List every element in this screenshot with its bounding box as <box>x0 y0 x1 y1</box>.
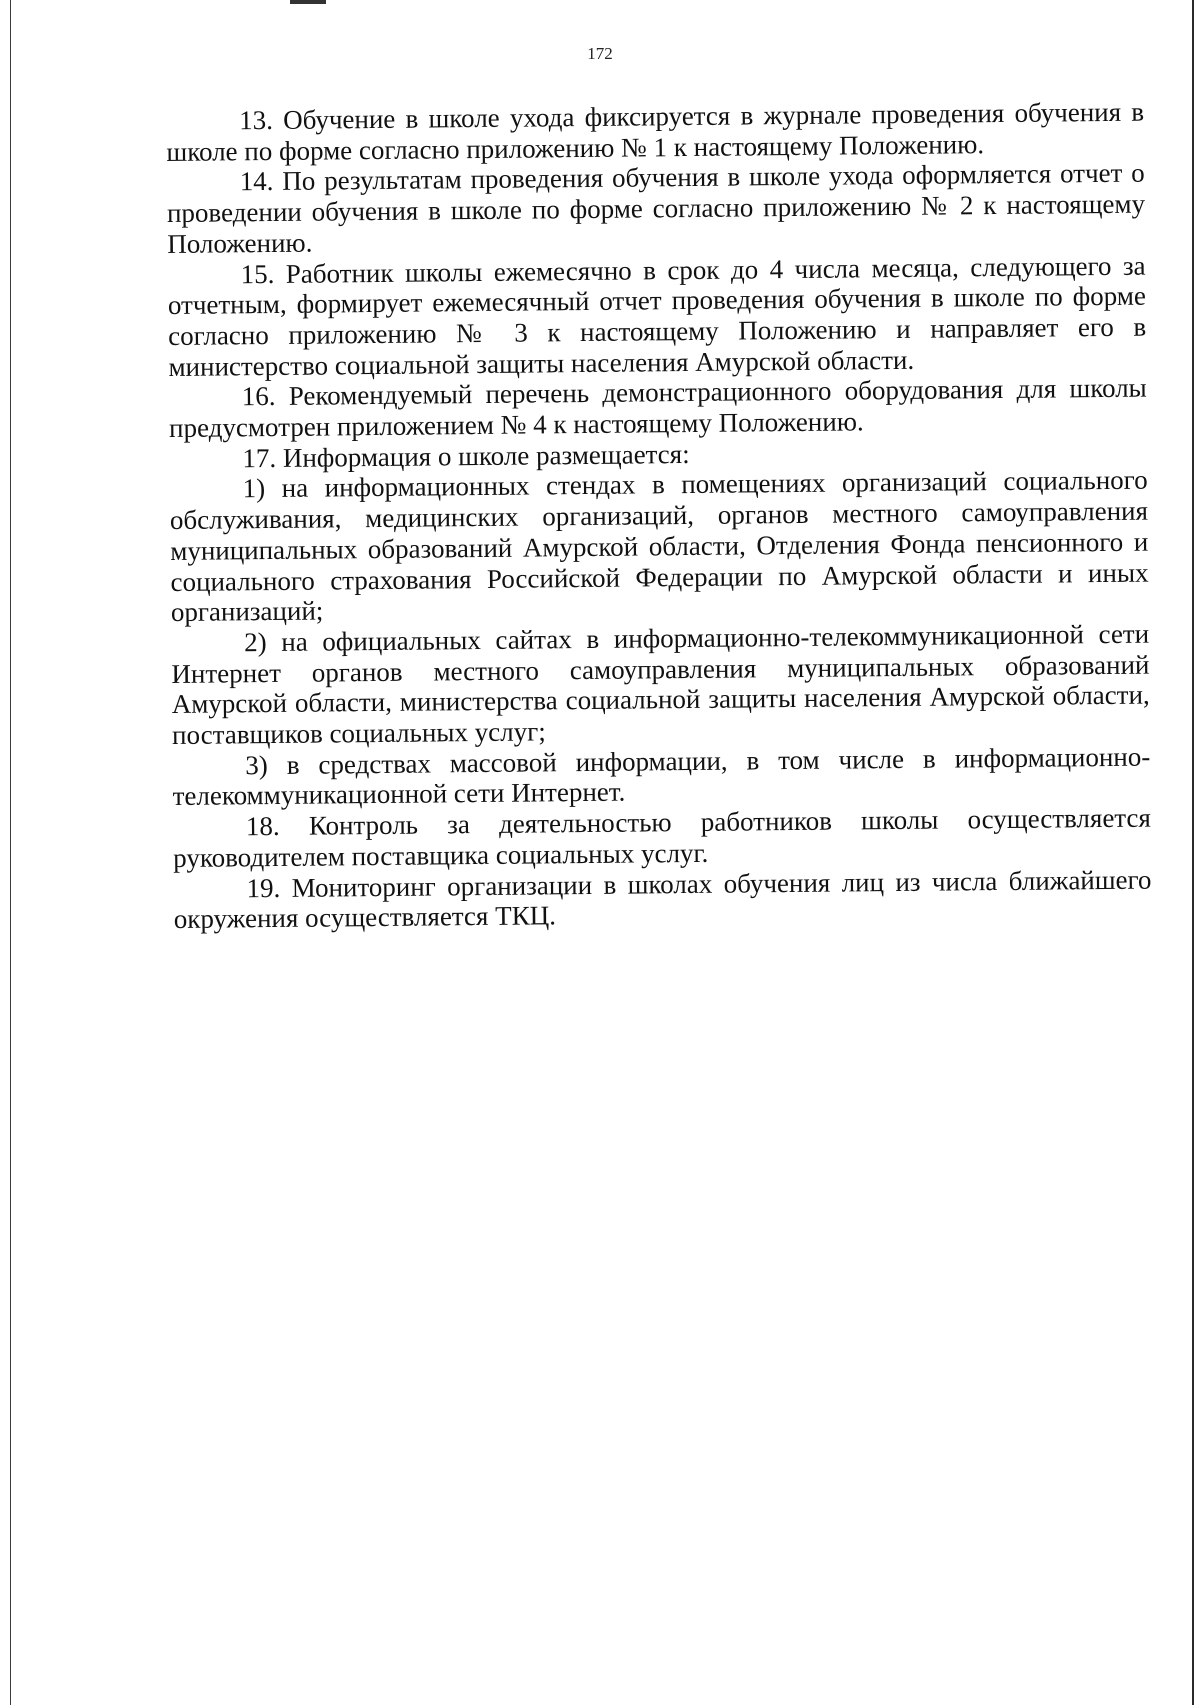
page-number: 172 <box>587 44 613 63</box>
paragraph-15: 15. Работник школы ежемесячно в срок до 4 числа месяца, следующего за отчетным, формирует ежемесячный отчет проведения обучения в школе по форме согласно приложению № 3 к настоящему Положению и направляет его в министерство социальной защиты населения Амурской области. <box>167 250 1147 382</box>
scan-edge-right <box>1192 0 1194 1705</box>
paragraph-16: 16. Рекомендуемый перечень демонстрационного оборудования для школы предусмотрен приложением № 4 к настоящему Положению. <box>168 372 1147 444</box>
list-item-2: 2) на официальных сайтах в информационно-телекоммуникационной сети Интернет органов местного самоуправления муниципальных образований Амурской области, министерства социальной защиты населения Амурской области, поставщиков социальных услуг; <box>171 618 1150 751</box>
scan-edge-left <box>10 0 11 1705</box>
paragraph-14: 14. По результатам проведения обучения в школе ухода оформляется отчет о проведении обучения в школе по форме согласно приложению № 2 к настоящему Положению. <box>166 158 1146 259</box>
paragraph-19: 19. Мониторинг организации в школах обучения лиц из числа ближайшего окружения осуществляется ТКЦ. <box>173 864 1152 935</box>
scan-mark <box>290 0 326 4</box>
list-item-1: 1) на информационных стендах в помещениях организаций социального обслуживания, медицинских организаций, органов местного самоуправления муниципальных образований Амурской области, Отделения Фонда пенсионного и социального страхования Российской Федерации по Амурской области и иных организаций; <box>169 465 1149 628</box>
document-body <box>166 97 1152 935</box>
paragraph-13: 13. Обучение в школе ухода фиксируется в журнале проведения обучения в школе по форме согласно приложению № 1 к настоящему Положению. <box>166 96 1145 167</box>
paragraph-18: 18. Контроль за деятельностью работников школы осуществляется руководителем поставщика социальных услуг. <box>173 802 1152 873</box>
list-item-3: 3) в средствах массовой информации, в том числе в информационно-телекоммуникационной сети Интернет. <box>172 741 1151 812</box>
paragraph-17: 17. Информация о школе размещается: <box>242 438 690 474</box>
